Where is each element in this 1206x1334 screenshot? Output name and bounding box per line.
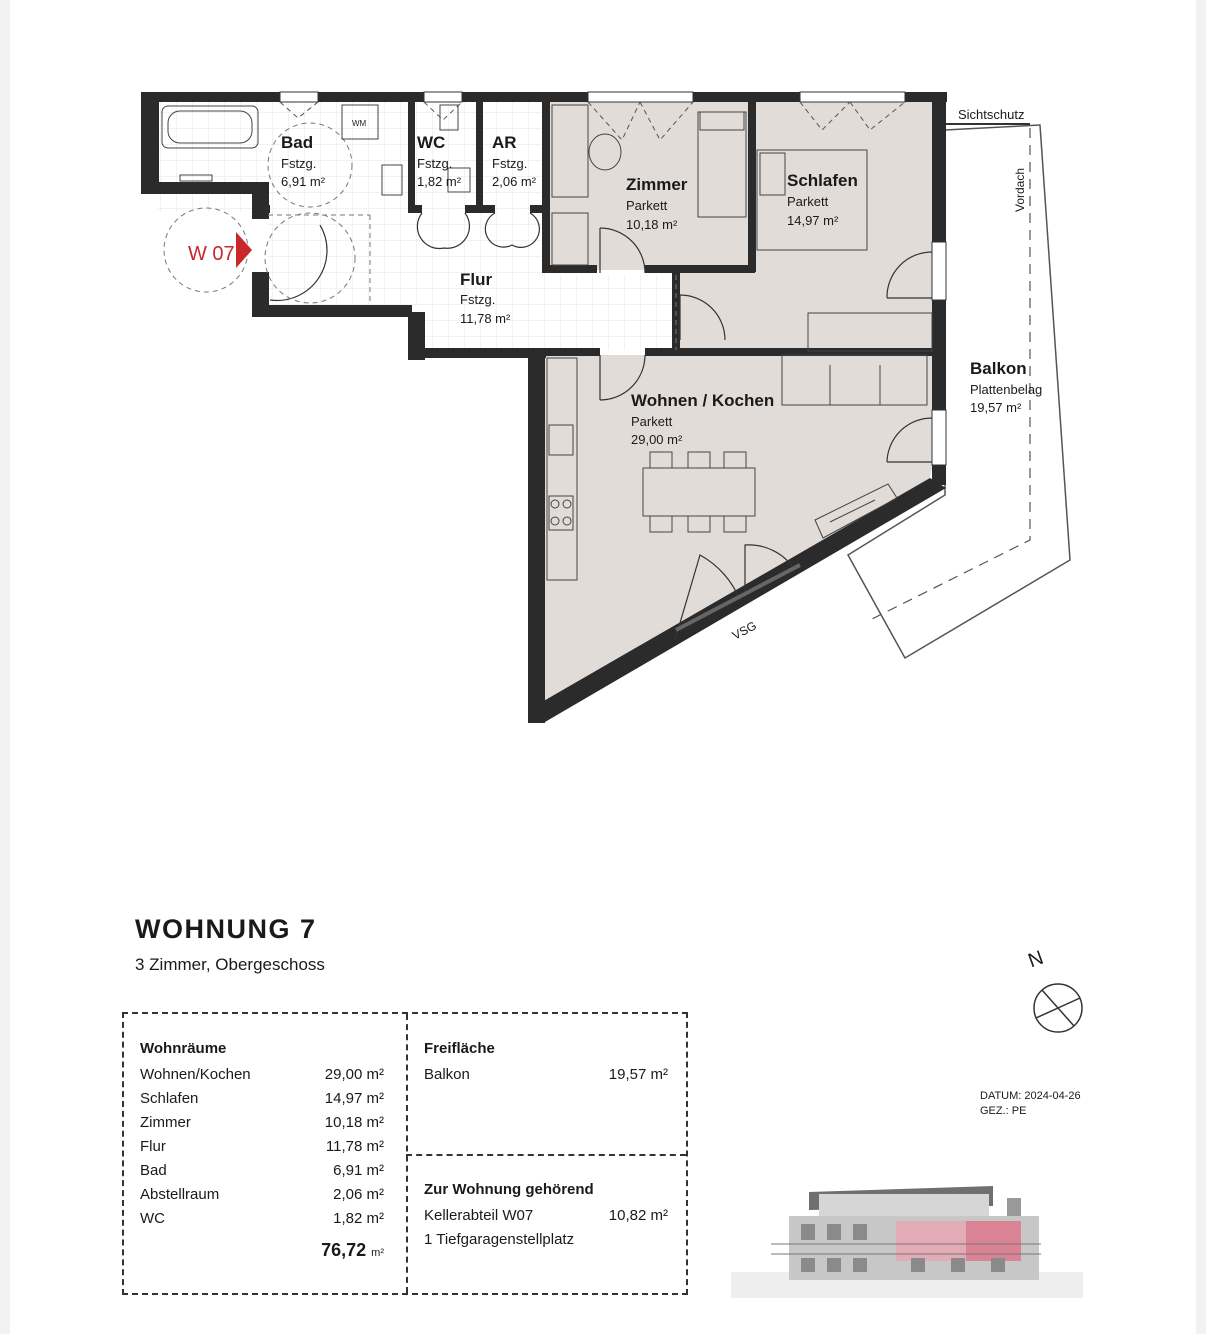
- row-value: 19,57 m²: [608, 1066, 668, 1083]
- drawing-meta: [980, 1089, 1081, 1119]
- room-schlafen-name: Schlafen: [787, 171, 858, 190]
- vordach-label: Vordach: [1013, 167, 1027, 212]
- room-balkon-floor: Plattenbelag: [970, 382, 1043, 397]
- total-value: 76,72: [321, 1240, 367, 1260]
- building-elevation-image: [731, 1186, 1083, 1298]
- row-value: 10,82 m²: [608, 1207, 668, 1224]
- row-label: Kellerabteil W07: [424, 1207, 534, 1224]
- table-row: [140, 1114, 384, 1138]
- table-row: [140, 1138, 384, 1162]
- table-row: [140, 1162, 384, 1186]
- zugehoerig-heading: Zur Wohnung gehörend: [424, 1181, 594, 1198]
- row-label: Abstellraum: [140, 1186, 220, 1203]
- room-balkon-name: Balkon: [970, 359, 1027, 378]
- row-value: 1,82 m²: [333, 1210, 384, 1227]
- freiflaeche-section: [424, 1040, 668, 1090]
- row-label: Bad: [140, 1162, 167, 1179]
- room-wc-floor: Fstzg.: [417, 156, 453, 171]
- total-unit: m²: [371, 1247, 384, 1259]
- room-wohnen-area: 29,00 m²: [631, 432, 683, 447]
- freiflaeche-heading: Freifläche: [424, 1040, 495, 1057]
- room-flur-area: 11,78 m²: [460, 311, 511, 326]
- row-label: Flur: [140, 1138, 166, 1155]
- room-balkon-area: 19,57 m²: [970, 400, 1022, 415]
- room-zimmer-area: 10,18 m²: [626, 217, 678, 232]
- table-row: [424, 1207, 668, 1231]
- table-divider-horizontal: [406, 1154, 686, 1156]
- zugehoerig-section: [424, 1181, 668, 1255]
- row-value: 29,00 m²: [324, 1066, 384, 1083]
- meta-date: DATUM: 2024-04-26: [980, 1090, 1081, 1102]
- row-value: 10,18 m²: [324, 1114, 384, 1131]
- room-bad-floor: Fstzg.: [281, 156, 317, 171]
- table-row: [140, 1066, 384, 1090]
- row-label: 1 Tiefgaragenstellplatz: [424, 1231, 575, 1248]
- room-zimmer-floor: Parkett: [626, 198, 668, 213]
- room-bad-name: Bad: [281, 133, 314, 152]
- unit-title: WOHNUNG 7: [135, 914, 317, 944]
- row-value: 2,06 m²: [333, 1186, 384, 1203]
- unit-entry-label: W 07: [188, 243, 235, 265]
- row-label: WC: [140, 1210, 165, 1227]
- room-ar-area: 2,06 m²: [492, 174, 537, 189]
- row-label: Zimmer: [140, 1114, 191, 1131]
- table-row: [424, 1066, 668, 1090]
- room-ar-floor: Fstzg.: [492, 156, 528, 171]
- sichtschutz-label: Sichtschutz: [958, 107, 1025, 122]
- room-flur-name: Flur: [460, 270, 493, 289]
- unit-subtitle: 3 Zimmer, Obergeschoss: [135, 955, 325, 974]
- room-wohnen-name: Wohnen / Kochen: [631, 391, 775, 410]
- room-wohnen-floor: Parkett: [631, 414, 673, 429]
- area-table: [122, 1012, 688, 1295]
- total-area: [140, 1240, 384, 1261]
- room-ar-name: AR: [492, 133, 517, 152]
- wm-label: WM: [352, 119, 367, 128]
- room-schlafen-area: 14,97 m²: [787, 213, 839, 228]
- entry-arrow-icon: [236, 232, 252, 268]
- row-label: Schlafen: [140, 1090, 199, 1107]
- north-arrow-icon: [1020, 942, 1090, 1037]
- table-row: [140, 1210, 384, 1234]
- room-zimmer-name: Zimmer: [626, 175, 688, 194]
- wohnraeume-section: [140, 1040, 384, 1261]
- row-value: 11,78 m²: [325, 1138, 384, 1155]
- table-row: [424, 1231, 668, 1255]
- room-wc-name: WC: [417, 133, 446, 152]
- row-value: 14,97 m²: [324, 1090, 384, 1107]
- table-row: [140, 1186, 384, 1210]
- room-wc-area: 1,82 m²: [417, 174, 462, 189]
- row-label: Balkon: [424, 1066, 470, 1083]
- room-bad-area: 6,91 m²: [281, 174, 326, 189]
- room-flur-floor: Fstzg.: [460, 292, 496, 307]
- row-value: 6,91 m²: [333, 1162, 384, 1179]
- table-row: [140, 1090, 384, 1114]
- wohnraeume-heading: Wohnräume: [140, 1040, 227, 1057]
- vsg-label: VSG: [729, 618, 759, 643]
- row-label: Wohnen/Kochen: [140, 1066, 251, 1083]
- meta-drawn-by: GEZ.: PE: [980, 1105, 1027, 1117]
- north-label: N: [1025, 946, 1047, 973]
- room-schlafen-floor: Parkett: [787, 194, 829, 209]
